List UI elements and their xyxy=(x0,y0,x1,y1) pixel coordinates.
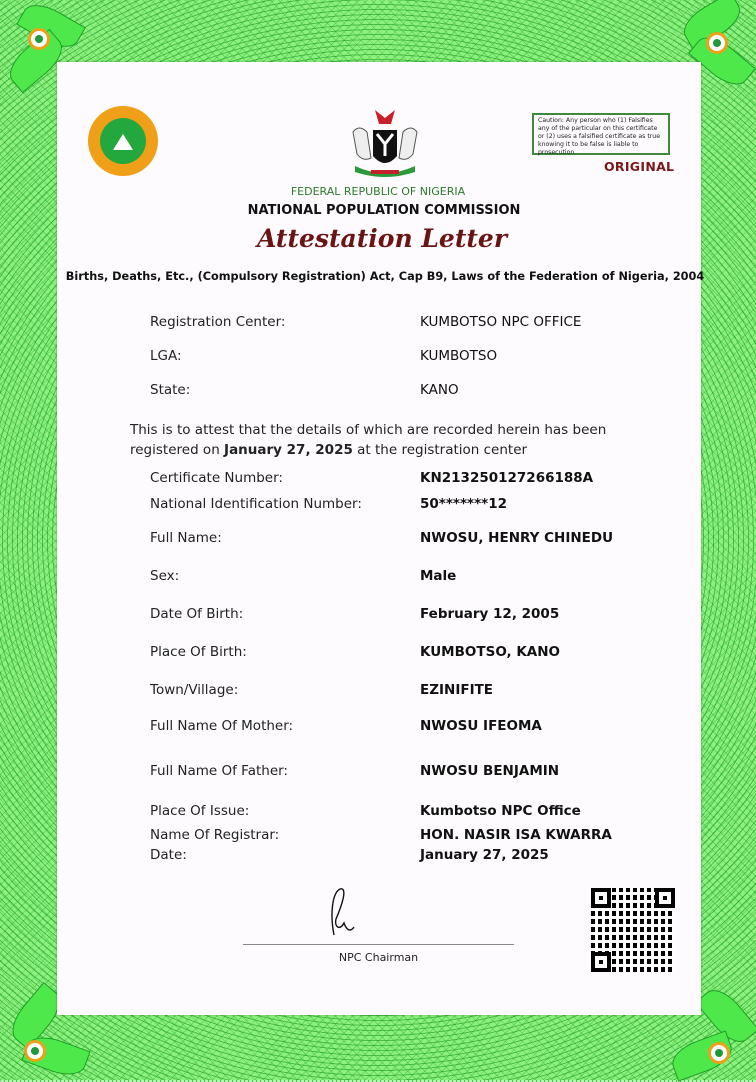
father-value: NWOSU BENJAMIN xyxy=(420,763,560,779)
coat-of-arms-icon xyxy=(345,108,425,180)
npc-logo xyxy=(88,106,158,176)
field-label: Full Name: xyxy=(150,530,222,546)
field-label: Full Name Of Father: xyxy=(150,763,288,779)
attestation-paragraph xyxy=(130,420,610,460)
field-value: KANO xyxy=(420,382,459,398)
field-label: Date: xyxy=(150,847,187,863)
act-reference: Births, Deaths, Etc., (Compulsory Registration) Act, Cap B9, Laws of the Federation of Nigeria, 2004 xyxy=(65,270,705,283)
caution-box: Caution: Any person who (1) Falsifies any of the particular on this certificate or (2) uses a falsified certificate as true knowing it to be false is liable to prosecution xyxy=(532,113,670,155)
field-value: KUMBOTSO xyxy=(420,348,498,364)
nin-value: 50*******12 xyxy=(420,496,507,512)
field-label: Place Of Issue: xyxy=(150,803,250,819)
mother-value: NWOSU IFEOMA xyxy=(420,718,542,734)
field-label: Name Of Registrar: xyxy=(150,827,280,843)
attest-line-2-start: registered on xyxy=(130,442,225,458)
field-label: Place Of Birth: xyxy=(150,644,247,660)
pob-value: KUMBOTSO, KANO xyxy=(420,644,561,660)
signature xyxy=(320,885,360,940)
field-label: Town/Village: xyxy=(150,682,239,698)
certificate-number: KN213250127266188A xyxy=(420,470,594,486)
town-value: EZINIFITE xyxy=(420,682,494,698)
commission-heading: NATIONAL POPULATION COMMISSION xyxy=(247,203,521,218)
field-label: Date Of Birth: xyxy=(150,606,244,622)
qr-code xyxy=(591,888,675,972)
attest-line-2-end: at the registration center xyxy=(352,442,528,458)
field-label: LGA: xyxy=(150,348,182,364)
field-label: Registration Center: xyxy=(150,314,286,330)
full-name-value: NWOSU, HENRY CHINEDU xyxy=(420,530,614,546)
original-stamp: ORIGINAL xyxy=(604,159,675,174)
signatory-title: NPC Chairman xyxy=(338,951,419,964)
field-value: KUMBOTSO NPC OFFICE xyxy=(420,314,582,330)
dob-value: February 12, 2005 xyxy=(420,606,560,622)
field-label: Certificate Number: xyxy=(150,470,283,486)
sex-value: Male xyxy=(420,568,457,584)
federal-republic-heading: FEDERAL REPUBLIC OF NIGERIA xyxy=(290,185,466,198)
field-label: State: xyxy=(150,382,191,398)
field-label: National Identification Number: xyxy=(150,496,362,512)
field-label: Full Name Of Mother: xyxy=(150,718,294,734)
attest-line-1: This is to attest that the details of which are recorded herein has been xyxy=(130,422,607,438)
place-of-issue-value: Kumbotso NPC Office xyxy=(420,803,581,819)
page-title: Attestation Letter xyxy=(256,224,508,253)
registrar-value: HON. NASIR ISA KWARRA xyxy=(420,827,612,843)
issue-date-value: January 27, 2025 xyxy=(420,847,549,863)
signature-line xyxy=(243,944,514,945)
field-label: Sex: xyxy=(150,568,180,584)
registration-date: January 27, 2025 xyxy=(224,442,353,458)
